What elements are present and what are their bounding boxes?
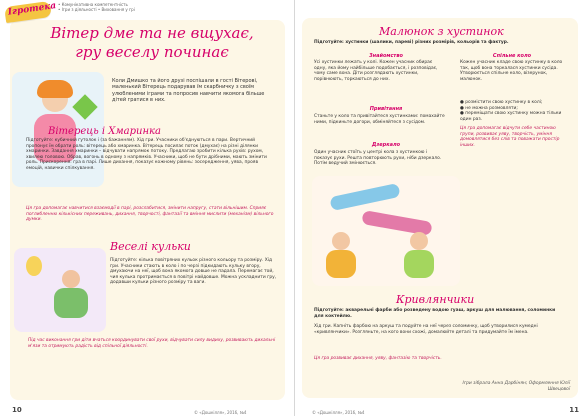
child-body-icon [326, 250, 356, 278]
right-page-number: 11 [569, 406, 579, 414]
subheading-1-text: Усі хустинки лежать у колі. Кожен учасник обирає одну, яка йому найбільше подобається, і розповідає, чому саме вона. Діти розглядають хустинки, порівнюють, торкаються до них. [314, 60, 438, 82]
left-page-number: 10 [12, 406, 22, 414]
subheading-2-text: Станьте у коло та привітайтеся хустинками: помахайте ними, підкиньте догори, обміняйтеся з сусідом. [314, 114, 445, 125]
scarves-illustration [312, 176, 460, 286]
child-body-icon [54, 288, 88, 318]
subheading-3: Дзеркало [371, 142, 401, 148]
balloon-icon [26, 256, 42, 276]
child-head-icon [410, 232, 428, 250]
subheading-4-note: Ця гра допомагає відчути себе частиною групи, розвиває уяву, творчість, уміння домовлятися без слів та поважати простір інших. [460, 126, 560, 148]
child-head-icon [332, 232, 350, 250]
left-footer: © «Дошкілля», 2016, №4 [194, 410, 247, 415]
game1-text: Підготуйте: кубичний гутолок і (за бажанням). Хід гри. Учасники об'єднуються в пари. Вертичний пропонує їм обрати роль: вітерець або хмаринка. Вітерець посилає поток (дмухає) на різні ділянки хмаринки. Завдання хмаринки – відчувати напрямок потоку. Предлагаю зробити кілька рухів: рухом, хвилею головою. Обрав, вогонь в одному з напрямків. Учасники, щоб не бути дрібними, мають змінити роль. Прискорення: гра в парі. Лише дихання, показує кожному рівень: зосередження, уява, прояв емоцій, навички спілкування. [26, 138, 267, 171]
intro-text: Коли Дмишко та його друзі поспішали в гості Вітерові, маленький Вітерець подарував їм скарбничку з своїм улюбленими іграми та попросив навчити якомога більше дітей гратися в них. [112, 78, 265, 104]
logo-text: Ігротека [7, 1, 57, 18]
page-title [22, 24, 282, 61]
child-body-icon [404, 250, 434, 278]
right-page [294, 0, 587, 416]
right-footer: © «Дошкілля», 2016, №4 [312, 410, 365, 415]
game1-note: Ця гра допомагає навчитися взаємодії в парі, розслабитися, змінити напругу, стати вільнішим. Сприяє поглибленню кількісних переживань, дихання, творчості, фантазії та вміння мислити (механізм) вільного думки. [26, 206, 274, 223]
subheading-4-text: Кожен учасник кладе свою хустинку в коло так, щоб вона торкалася хустинки сусіда. Утворюється спільне коло, візерунок, малюнок. [460, 60, 563, 82]
tag-line-2: • Ігри з діяльності • Виховання у грі [58, 6, 135, 12]
balloon-kids-illustration [14, 248, 106, 332]
section1-prep: Підготуйте: хустинки (шалики, пареві) різних розмірів, кольорів та фактур. [314, 40, 509, 45]
game2-title: Веселі кульки [110, 240, 191, 253]
list-item: ● розмістити свою хустинку в колі; [460, 100, 543, 105]
game1-title: Вітерець і Хмаринка [48, 126, 161, 137]
game2-note: Під час виконання гри діти вчаться координувати свої рухи, відчувати силу видиху, розвивають дихальні м'язи та отримують радість від спільної діяльності. [28, 338, 276, 349]
subheading-3-text: Один учасник стоїть у центрі кола з хустинкою і показує рухи. Решта повторюють рухи, ніби дзеркало. Потім ведучий змінюється. [314, 150, 442, 167]
rubric-tags [58, 3, 135, 13]
title-line-2: гру веселу починає [75, 43, 229, 61]
subheading-4-list [460, 100, 568, 122]
pinwheel-icon [72, 94, 97, 119]
subheading-2: Привітання [369, 106, 403, 112]
scarf-1-icon [329, 183, 400, 211]
list-item: ● переміщати свою хустинку можна тільки один раз. [460, 111, 562, 122]
girl-hair-icon [37, 80, 73, 98]
section1-title: Малюнок з хустинок [379, 25, 504, 38]
subheading-4: Спільне коло [492, 53, 532, 59]
section2-note: Ця гра розвиває дихання, уяву, фантазію та творчість. [314, 356, 442, 361]
section2-text: Хід гри. Капніть фарбою на аркуш та подуйте на неї через соломинку, щоб утворилися кумедні «кривлянчики». Розгляньте, на кого вони схожі, домалюйте деталі та придумайте їм імена. [314, 324, 538, 335]
credit: Ігри зібрала Анна Дарбінян; Оформлення Юлії Швецової [462, 381, 570, 392]
list-item: ● не можна розмовляти; [460, 105, 518, 111]
title-line-1: Вітер дме та не вщухає, [50, 24, 254, 42]
tag-line-1: • Комунікативна компетентність [58, 2, 128, 7]
section2-title: Кривлянчики [396, 293, 475, 306]
section2-prep: Підготуйте: акварельні фарби або розведену водою гуаш, аркуш для малювання, соломинки для коктейлю. [314, 308, 556, 319]
game2-text: Підготуйте: кілька повітряних кульок різного кольору та розміру. Хід гри. Учасники стають в коло і по черзі підкидають кульку вгору, дмухаючи на неї, щоб вона якомога довше не падала. Перемагає той, чия кулька протримається в повітрі найдовше. Можна ускладнити гру, додавши кульки різного розміру та ваги. [110, 258, 277, 286]
child-head-icon [62, 270, 80, 288]
subheading-1: Знайомство [369, 53, 403, 59]
